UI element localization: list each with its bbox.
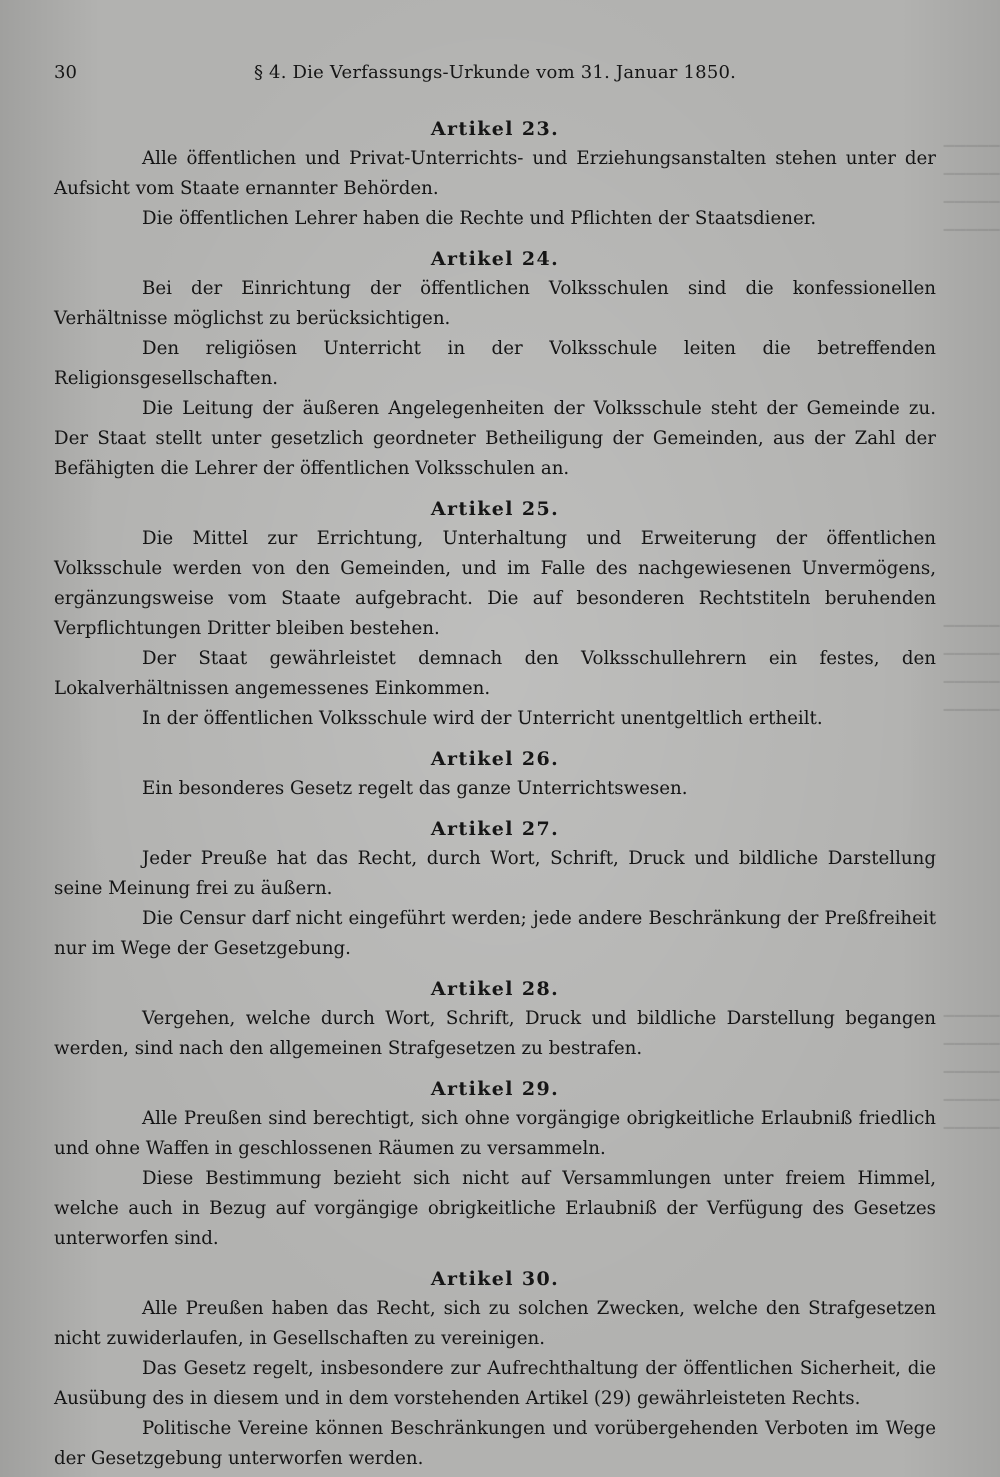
- show-through-margin-decoration: ▔▔▔▔▔ ▔▔▔▔▔ ▔▔▔▔▔ ▔▔▔▔▔: [943, 146, 1000, 246]
- article-paragraph: Jeder Preuße hat das Recht, durch Wort, Schrift, Druck und bildliche Darstellung seine Meinung frei zu äußern.: [54, 848, 936, 899]
- article-27: [54, 814, 936, 964]
- page-number: 30: [54, 62, 77, 83]
- article-25: [54, 494, 936, 734]
- article-paragraph: Die öffentlichen Lehrer haben die Rechte und Pflichten der Staatsdiener.: [142, 208, 817, 229]
- article-paragraph: Bei der Einrichtung der öffentlichen Volksschulen sind die konfessionellen Verhältnisse möglichst zu berücksichtigen.: [54, 278, 936, 329]
- article-28: [54, 974, 936, 1064]
- article-paragraph: Politische Vereine können Beschränkungen und vorübergehenden Verboten im Wege der Gesetzgebung unterworfen werden.: [54, 1418, 936, 1469]
- article-24: [54, 244, 936, 484]
- article-title: Artikel 28.: [430, 978, 560, 1000]
- article-paragraph: Alle Preußen haben das Recht, sich zu solchen Zwecken, welche den Strafgesetzen nicht zuwiderlaufen, in Gesellschaften zu vereinigen.: [54, 1298, 936, 1349]
- article-title: Artikel 23.: [430, 118, 560, 140]
- article-26: [54, 744, 936, 804]
- article-paragraph: Alle Preußen sind berechtigt, sich ohne vorgängige obrigkeitliche Erlaubniß friedlich und ohne Waffen in geschlossenen Räumen zu versammeln.: [54, 1108, 936, 1159]
- article-title: Artikel 26.: [430, 748, 560, 770]
- article-paragraph: Diese Bestimmung bezieht sich nicht auf Versammlungen unter freiem Himmel, welche auch in Bezug auf vorgängige obrigkeitliche Erlaubniß der Verfügung des Gesetzes unterworfen sind.: [54, 1168, 936, 1249]
- article-paragraph: Vergehen, welche durch Wort, Schrift, Druck und bildliche Darstellung begangen werden, sind nach den allgemeinen Strafgesetzen zu bestrafen.: [54, 1008, 936, 1059]
- show-through-margin-decoration: ▔▔▔▔▔ ▔▔▔▔▔ ▔▔▔▔▔ ▔▔▔▔▔: [943, 626, 1000, 726]
- article-title: Artikel 27.: [430, 818, 560, 840]
- article-paragraph: Die Leitung der äußeren Angelegenheiten der Volksschule steht der Gemeinde zu. Der Staat stellt unter gesetzlich geordneter Betheiligung der Gemeinden, aus der Zahl der Befähigten die Lehrer der öffentlichen Volksschulen an.: [54, 398, 936, 479]
- running-title: § 4. Die Verfassungs-Urkunde vom 31. Januar 1850.: [253, 62, 737, 83]
- article-paragraph: Alle öffentlichen und Privat-Unterrichts- und Erziehungsanstalten stehen unter der Aufsicht vom Staate ernannter Behörden.: [54, 148, 936, 199]
- article-paragraph: In der öffentlichen Volksschule wird der Unterricht unentgeltlich ertheilt.: [142, 708, 823, 729]
- article-23: [54, 114, 936, 234]
- article-paragraph: Die Censur darf nicht eingeführt werden; jede andere Beschränkung der Preßfreiheit nur im Wege der Gesetzgebung.: [54, 908, 936, 959]
- article-paragraph: Die Mittel zur Errichtung, Unterhaltung und Erweiterung der öffentlichen Volksschule werden von den Gemeinden, und im Falle des nachgewiesenen Unvermögens, ergänzungsweise vom Staate aufgebracht. Die auf besonderen Rechtstiteln beruhenden Verpflichtungen Dritter bleiben bestehen.: [54, 528, 936, 639]
- page-header: [54, 58, 936, 92]
- article-29: [54, 1074, 936, 1254]
- article-30: [54, 1264, 936, 1474]
- article-title: Artikel 29.: [430, 1078, 560, 1100]
- article-title: Artikel 30.: [430, 1268, 560, 1290]
- article-title: Artikel 25.: [430, 498, 560, 520]
- article-paragraph: Der Staat gewährleistet demnach den Volksschullehrern ein festes, den Lokalverhältnissen angemessenes Einkommen.: [54, 648, 936, 699]
- article-title: Artikel 24.: [430, 248, 560, 270]
- document-body: [54, 114, 936, 1474]
- show-through-margin-decoration: ▔▔▔▔▔ ▔▔▔▔▔ ▔▔▔▔▔ ▔▔▔▔▔ ▔▔▔▔▔: [943, 1016, 1000, 1144]
- article-paragraph: Das Gesetz regelt, insbesondere zur Aufrechthaltung der öffentlichen Sicherheit, die Ausübung des in diesem und in dem vorstehenden Artikel (29) gewährleisteten Rechts.: [54, 1358, 936, 1409]
- article-paragraph: Ein besonderes Gesetz regelt das ganze Unterrichtswesen.: [142, 778, 688, 799]
- article-paragraph: Den religiösen Unterricht in der Volksschule leiten die betreffenden Religionsgesellschaften.: [54, 338, 936, 389]
